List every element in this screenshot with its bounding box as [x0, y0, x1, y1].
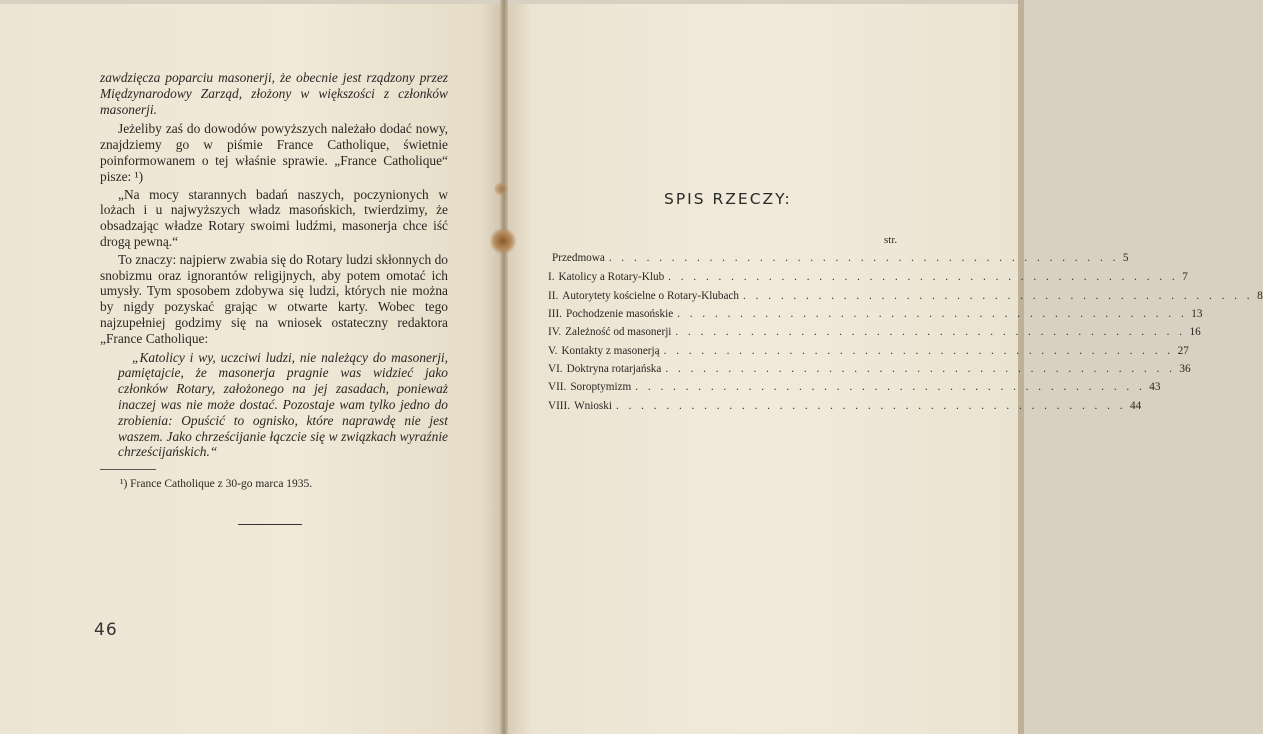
toc-entry-page: 36	[1179, 363, 1191, 375]
toc-entry	[548, 400, 1142, 417]
book-spine	[500, 0, 508, 734]
toc-entry-page: 43	[1149, 381, 1161, 393]
toc-entry-title: Autorytety kościelne o Rotary-Klubach	[562, 290, 740, 302]
paragraph-2: Jeżeliby zaś do dowodów powyższych należało dodać nowy, znajdziemy go w piśmie France Catholique, świetnie poinformowanem o tej właśnie sprawie. „France Catholique“ pisze: ¹)	[100, 121, 448, 184]
toc-entry-page: 7	[1182, 271, 1188, 283]
toc-entry	[548, 345, 1189, 362]
toc-leader-dots: . . . . . . . . . . . . . . . . . . . . . . . . . . . . . . . . . . . . . . . . .	[677, 308, 1188, 320]
toc-entry	[548, 308, 1203, 325]
toc-page-header: str.	[884, 234, 898, 246]
toc-entry-page: 5	[1122, 252, 1129, 264]
toc-entry	[548, 363, 1191, 380]
toc-entry-page: 16	[1189, 326, 1201, 338]
toc-entry-page: 27	[1177, 345, 1189, 357]
page-number: 46	[94, 620, 118, 640]
toc-entry	[548, 381, 1161, 398]
toc-entry	[548, 252, 1129, 269]
toc-entry-page: 13	[1191, 308, 1203, 320]
toc-entry-page: 8	[1257, 290, 1263, 302]
toc-leader-dots: . . . . . . . . . . . . . . . . . . . . . . . . . . . . . . . . . . . . . . . . .	[615, 400, 1127, 412]
section-end-rule	[238, 524, 302, 525]
left-text-block	[100, 70, 448, 460]
toc-entry-number: V.	[548, 345, 558, 357]
toc-entry-title: Soroptymizm	[570, 381, 632, 393]
toc-leader-dots: . . . . . . . . . . . . . . . . . . . . . . . . . . . . . . . . . . . . . . . . .	[743, 290, 1254, 302]
toc-entry-number: II.	[548, 290, 559, 302]
toc-entry	[548, 290, 1263, 307]
toc-entry	[548, 271, 1188, 288]
toc-leader-dots: . . . . . . . . . . . . . . . . . . . . . . . . . . . . . . . . . . . . . . . . .	[675, 326, 1186, 338]
toc-entry-title: Przedmowa	[552, 252, 605, 264]
footnote-rule	[100, 469, 156, 470]
toc-entry-page: 44	[1130, 400, 1142, 412]
toc-entry-number: VI.	[548, 363, 563, 375]
rust-stain	[490, 228, 516, 254]
paragraph-4: To znaczy: najpierw zwabia się do Rotary ludzi skłonnych do snobizmu oraz ignorantów religijnych, aby potem omotać ich umysły. Tym sposobem zdobywa się ludzi, których nie można by nigdy pozyskać grając w otwarte karty. Wobec tego najzupełniej godzimy się na wniosek ostateczny redaktora „France Catholique:	[100, 251, 448, 346]
toc-leader-dots: . . . . . . . . . . . . . . . . . . . . . . . . . . . . . . . . . . . . . . . . .	[668, 271, 1179, 283]
toc-entry-title: Kontakty z masonerją	[561, 345, 660, 357]
toc-entry	[548, 326, 1201, 343]
toc-entry-number: VIII.	[548, 400, 571, 412]
toc-leader-dots: . . . . . . . . . . . . . . . . . . . . . . . . . . . . . . . . . . . . . . . . .	[635, 381, 1146, 393]
toc-entry-number: I.	[548, 271, 555, 283]
rust-stain	[494, 182, 508, 196]
toc-entry-title: Zależność od masonerji	[565, 326, 672, 338]
toc-entry-title: Pochodzenie masońskie	[565, 308, 674, 320]
toc-entry-title: Doktryna rotarjańska	[566, 363, 662, 375]
paragraph-3: „Na mocy starannych badań naszych, poczynionych w lożach i u najwyższych władz masońskich, twierdzimy, że obsadzając władze Rotary swoimi ludźmi, masonerja chce iść drogą pewną.“	[100, 186, 448, 249]
toc-leader-dots: . . . . . . . . . . . . . . . . . . . . . . . . . . . . . . . . . . . . . . . . .	[608, 252, 1119, 264]
paragraph-1: zawdzięcza poparciu masonerji, że obecnie jest rządzony przez Międzynarodowy Zarząd, złożony w większości z członków masonerji.	[100, 70, 448, 117]
toc-leader-dots: . . . . . . . . . . . . . . . . . . . . . . . . . . . . . . . . . . . . . . . . .	[665, 363, 1176, 375]
toc-entry-number: IV.	[548, 326, 562, 338]
toc-title: SPIS RZECZY:	[664, 190, 792, 208]
footnote: ¹) France Catholique z 30-go marca 1935.	[120, 478, 313, 490]
toc-entry-number: III.	[548, 308, 562, 320]
toc-entry-title: Katolicy a Rotary-Klub	[558, 271, 665, 283]
quote-paragraph: „Katolicy i wy, uczciwi ludzi, nie należący do masonerji, pamiętajcie, że masonerja pragnie was widzieć jako członków Rotary, założonego na jej zasadach, ponieważ inaczej was nie może dostać. Pozostaje wam tylko jedno do zrobienia: Opuścić to ognisko, które naprawdę nie jest waszem. Jako chrześcijanie łączcie się w związkach wyraźnie chrześcijańskich.“	[118, 349, 448, 460]
toc-entry-number: VII.	[548, 381, 567, 393]
toc-leader-dots: . . . . . . . . . . . . . . . . . . . . . . . . . . . . . . . . . . . . . . . . .	[663, 345, 1174, 357]
toc-entry-title: Wnioski	[574, 400, 612, 412]
